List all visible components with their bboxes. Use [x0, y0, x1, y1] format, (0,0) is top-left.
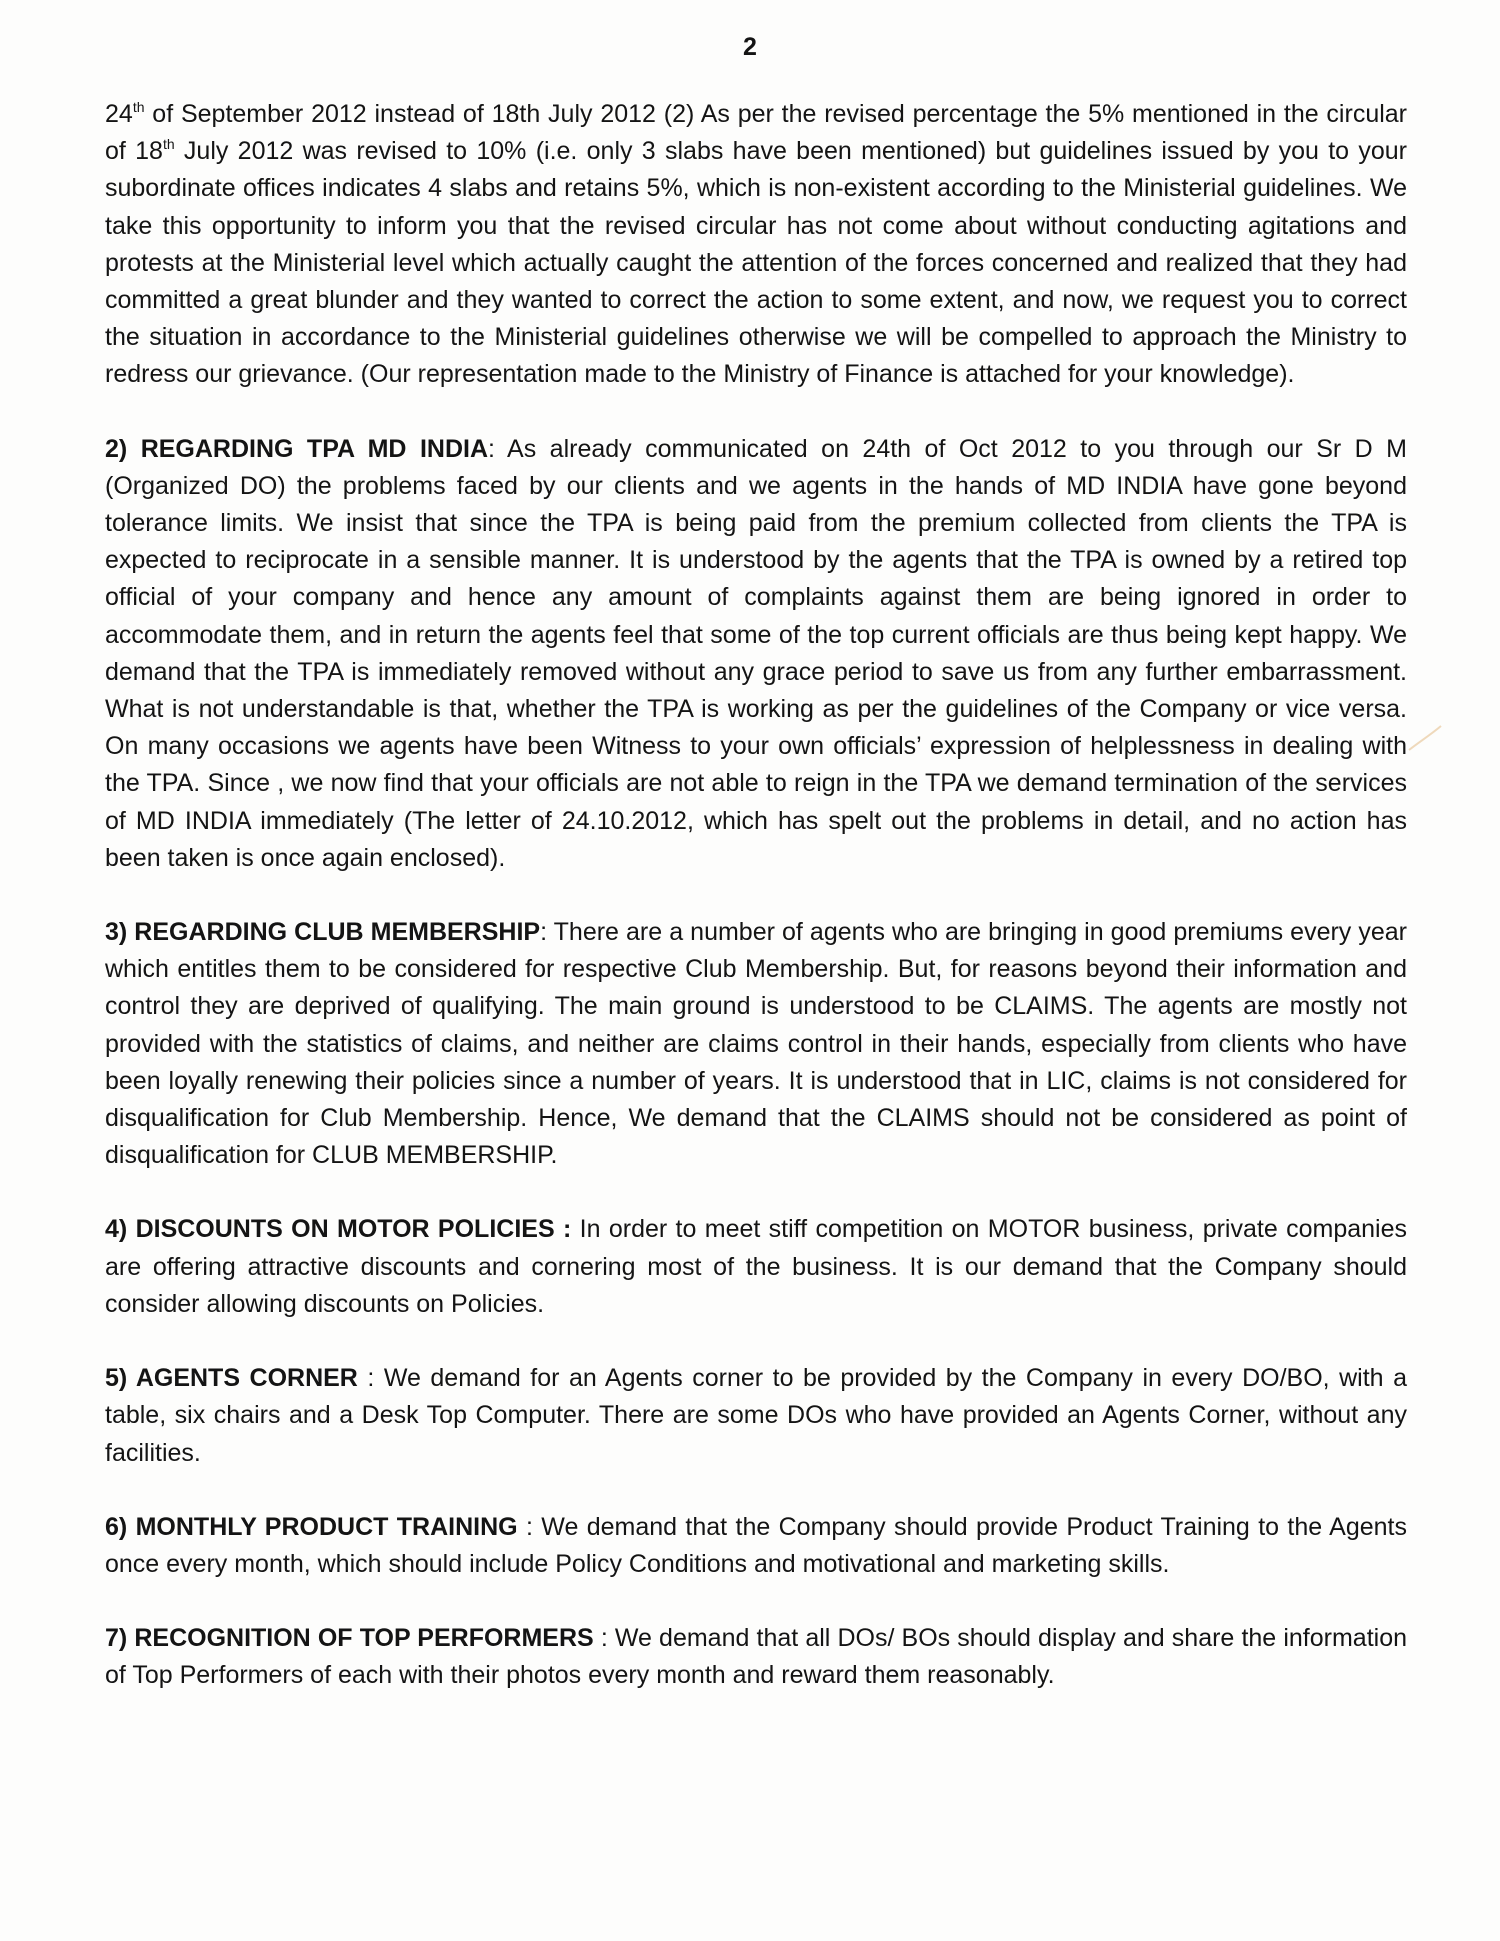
paragraph-text: : There are a number of agents who are bringing in good premiums every year which entitles them to be considered for respective Club Membership. But, for reasons beyond their information and control they are deprived of qualifying. The main ground is understood to be CLAIMS. The agents are mostly not provided with the statistics of claims, and neither are claims control in their hands, especially from clients who have been loyally renewing their policies since a number of years. It is understood that in LIC, claims is not considered for disqualification for Club Membership. Hence, We demand that the CLAIMS should not be considered as point of disqualification for CLUB MEMBERSHIP. [105, 918, 1407, 1170]
paragraph-revised-circular [105, 96, 1407, 394]
section-heading: 3) REGARDING CLUB MEMBERSHIP [105, 918, 541, 947]
margin-pen-mark [1405, 718, 1445, 758]
paragraph-tpa-md-india [105, 431, 1407, 877]
paragraph-text: : As already communicated on 24th of Oct 2012 to you through our Sr D M (Organized DO) the problems faced by our clients and we agents in the hands of MD INDIA have gone beyond tolerance limits. We insist that since the TPA is being paid from the premium collected from clients the TPA is expected to reciprocate in a sensible manner. It is understood by the agents that the TPA is owned by a retired top official of your company and hence any amount of complaints against them are being ignored in order to accommodate them, and in return the agents feel that some of the top current officials are thus being kept happy. We demand that the TPA is immediately removed without any grace period to save us from any further embarrassment. What is not understandable is that, whether the TPA is working as per the guidelines of the Company or vice versa. On many occasions we agents have been Witness to your own officials’ expression of helplessness in dealing with the TPA. Since , we now find that your officials are not able to reign in the TPA we demand termination of the services of MD INDIA immediately (The letter of 24.10.2012, which has spelt out the problems in detail, and no action has been taken is once again enclosed). [105, 434, 1408, 872]
page-number: 2 [743, 33, 757, 61]
paragraph-text: : We demand that all DOs/ BOs should display and share the information of Top Performers of each with their photos every month and reward them reasonably. [105, 1624, 1407, 1690]
paragraph-motor-discounts [105, 1211, 1407, 1323]
paragraph-text: July 2012 was revised to 10% (i.e. only 3 slabs have been mentioned) but guidelines issued by you to your subordinate offices indicates 4 slabs and retains 5%, which is non-existent according to the Ministerial guidelines. We take this opportunity to inform you that the revised circular has not come about without conducting agitations and protests at the Ministerial level which actually caught the attention of the forces concerned and realized that they had committed a great blunder and they wanted to correct the action to some extent, and now, we request you to correct the situation in accordance to the Ministerial guidelines otherwise we will be compelled to approach the Ministry to redress our grievance. (Our representation made to the Ministry of Finance is attached for your knowledge). [105, 137, 1407, 389]
paragraph-text: : We demand that the Company should provide Product Training to the Agents once every month, which should include Policy Conditions and motivational and marketing skills. [105, 1512, 1407, 1578]
paragraph-product-training [105, 1509, 1407, 1583]
paragraph-agents-corner [105, 1360, 1407, 1472]
section-heading: 5) AGENTS CORNER [105, 1364, 358, 1393]
paragraph-text: 24 [105, 100, 133, 128]
ordinal-superscript: th [132, 98, 145, 115]
paragraph-text: : We demand for an Agents corner to be provided by the Company in every DO/BO, with a table, six chairs and a Desk Top Computer. There are some DOs who have provided an Agents Corner, without any facilities. [105, 1364, 1407, 1467]
paragraph-top-performers [105, 1620, 1407, 1694]
paragraph-text: In order to meet stiff competition on MOTOR business, private companies are offering attractive discounts and cornering most of the business. It is our demand that the Company should consider allowing discounts on Policies. [105, 1215, 1407, 1318]
letter-body [105, 96, 1407, 1695]
section-heading: 7) RECOGNITION OF TOP PERFORMERS [105, 1624, 594, 1653]
paragraph-club-membership [105, 914, 1407, 1174]
section-heading: 4) DISCOUNTS ON MOTOR POLICIES : [105, 1215, 572, 1244]
section-heading: 2) REGARDING TPA MD INDIA [105, 434, 489, 463]
section-heading: 6) MONTHLY PRODUCT TRAINING [105, 1512, 518, 1541]
paragraph-text: of September 2012 instead of 18th July 2012 (2) As per the revised percentage the 5% mentioned in the circular of 18 [105, 100, 1407, 166]
ordinal-superscript: th [162, 135, 175, 152]
